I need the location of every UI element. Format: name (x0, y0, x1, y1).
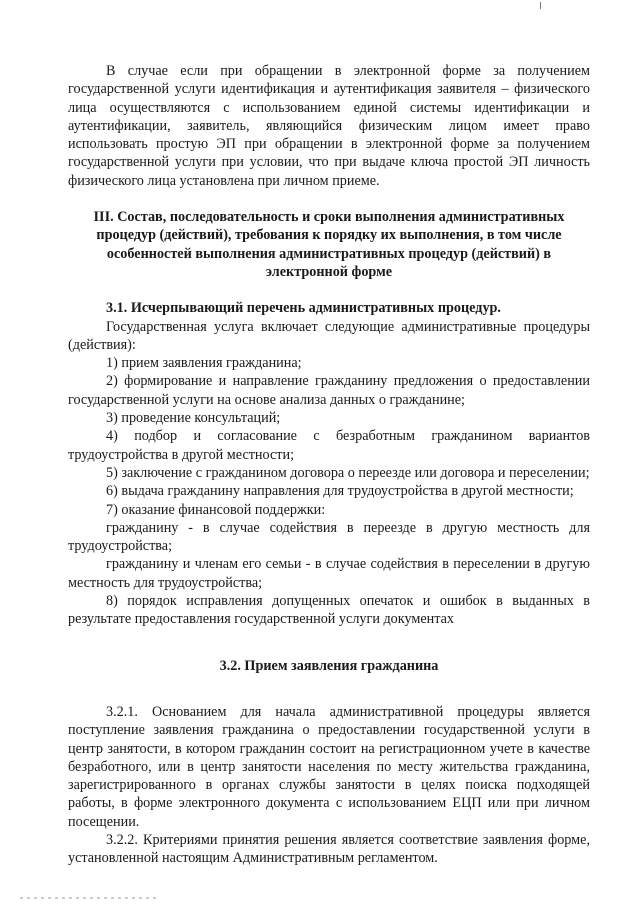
procedure-item-1: 1) прием заявления гражданина; (106, 355, 302, 372)
scan-artifact (20, 897, 160, 899)
section-3-1-title: 3.1. Исчерпывающий перечень административных процедур. (106, 300, 501, 317)
section-3-heading: III. Состав, последовательность и сроки выполнения административных процедур (действий), требования к порядку их выполнения, в том числе особенностей выполнения административных процедур (действий) в электронной форме (93, 209, 565, 280)
procedure-item-5: 5) заключение с гражданином договора о переезде или договора и переселении; (106, 464, 590, 481)
procedure-item-3: 3) проведение консультаций; (106, 410, 281, 427)
procedure-item-4: 4) подбор и согласование с безработным гражданином вариантов трудоустройства в другой местности; (68, 428, 590, 463)
procedure-item-2: 2) формирование и направление гражданину предложения о предоставлении государственной услуги на основе анализа данных о гражданине; (68, 373, 590, 408)
section-3-2-1-paragraph: 3.2.1. Основанием для начала административной процедуры является поступление заявления гражданина о предоставлении государственной услуги в центр занятости, в котором гражданин состоит на регистрационном учете в качестве безработного, или в центр занятости населения по месту жительства гражданина, зарегистрированного в органах службы занятости в целях поиска подходящей работы, в форме электронного документа с использованием ЕЦП или при личном посещении. (68, 703, 590, 830)
section-3-1-lead: Государственная услуга включает следующие административные процедуры (действия): (68, 318, 590, 353)
section-3-2-2-paragraph: 3.2.2. Критериями принятия решения является соответствие заявления форме, установленной настоящим Административным регламентом. (68, 831, 590, 867)
document-page (68, 62, 590, 868)
procedure-item-8: 8) порядок исправления допущенных опечаток и ошибок в выданных в результате предоставления государственной услуги документах (68, 593, 590, 628)
section-3-2-title: 3.2. Прием заявления гражданина (219, 657, 439, 674)
procedure-item-6: 6) выдача гражданину направления для трудоустройства в другой местности; (106, 483, 574, 500)
intro-paragraph: В случае если при обращении в электронной форме за получением государственной услуги идентификация и аутентификация заявителя – физического лица осуществляются с использованием единой системы идентификации и аутентификации, заявитель, являющийся физическим лицом имеет право использовать простую ЭП при обращении в электронной форме за получением государственной услуги при условии, что при выдаче ключа простой ЭП личность физического лица установлена при личном приеме. (68, 63, 590, 189)
scan-mark (540, 2, 541, 9)
procedure-item-7a: гражданину - в случае содействия в переезде в другую местность для трудоустройства; (68, 519, 590, 555)
procedure-item-7: 7) оказание финансовой поддержки: (106, 501, 326, 518)
procedure-item-7b: гражданину и членам его семьи - в случае содействия в переселении в другую местность для трудоустройства; (68, 556, 590, 591)
